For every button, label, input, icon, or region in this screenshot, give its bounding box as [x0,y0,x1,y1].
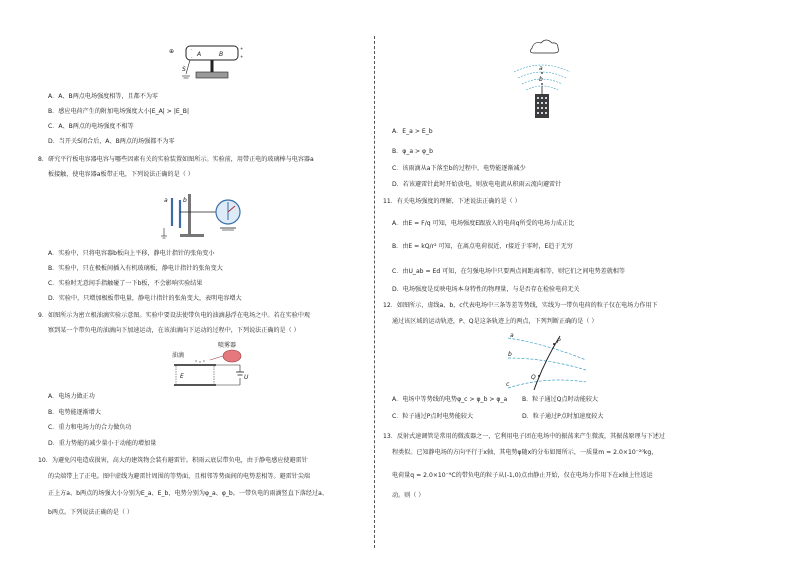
svg-text:-: - [191,55,193,60]
q10-lightning-rod-figure [510,38,574,120]
q7-option-d: D．当开关S闭合后，A、B两点的场强都不为零 [48,138,175,145]
q9-option-c: C．重力和电场力的合力做负功 [48,424,132,431]
q8-option-b: B．实验中，只在极板间插入有机玻璃板，静电计指针的张角变大 [48,265,223,272]
q9-stem-line-1: 9．如图所示为密立根油滴实验示意图。实验中要设法使带负电的油滴悬浮在电场之中。若在实验中观 [38,312,311,319]
q10-option-a: A．E_a > E_b [392,128,433,135]
q10-option-b: B．φ_a > φ_b [392,148,433,155]
q10-stem-line-4: b两点。下列说法正确的是（ ） [48,509,134,516]
q10-option-c: C．该雨滴从a下落至b的过程中，电势能逐渐减少 [392,165,526,172]
q12-line-c-label: c [506,381,510,388]
q8-stem-line-2: 板接触，使电容器a板带正电，下列说法正确的是（ ） [48,171,194,178]
q8-capacitor-electroscope-figure [158,188,250,242]
q7-option-c: C．A、B两点的电场强度不相等 [48,123,134,130]
q9-oil-drop-label: 油滴 [172,352,185,359]
q10-option-d: D．若该避雷针此时开始放电，则放电电流从积雨云流向避雷针 [392,181,562,188]
q7-switch-label: S [182,66,186,73]
q12-option-a: A．电场中等势线的电势φ_c > φ_b > φ_a [392,396,508,403]
q10-stem-line-1: 10．为避免闪电造成损害，高大的建筑物会装有避雷针。积雨云底层带负电，由于静电感应使避雷针 [38,457,308,464]
q12-line-b-label: b [508,351,512,358]
svg-text:+: + [240,54,244,59]
q11-option-c: C．由U_ab = Ed 可知，在匀强电场中只要两点间距离相等，则它们之间电势差就相等 [392,268,625,275]
q12-point-q-label: Q [531,374,536,381]
q9-voltage-label: U [244,374,249,381]
q10-stem-line-3: 正上方a、b两点的场强大小分别为E_a、E_b，电势分别为φ_a、φ_b。一带负电的雨滴竖直下落经过a、 [48,490,328,497]
q12-option-b: B．粒子通过Q点时动能较大 [522,396,599,403]
q12-stem-line-2: 通过该区域的运动轨迹，P、Q是这条轨迹上的两点，下列判断正确的是（ ） [392,318,598,325]
q8-plate-b-label: b [183,197,187,204]
q7-point-b-label: B [219,51,224,58]
q13-stem-line-3: 电荷量q = 2.0×10⁻⁹C的带负电的粒子从(-1,0)点由静止开始，仅在电场力作用下在x轴上往返运 [392,472,653,479]
q12-option-c: C．粒子通过P点时电势能较大 [392,413,474,420]
q8-option-c: C．实验时无意间手指触碰了一下b板，不会影响实验结果 [48,280,203,287]
q8-stem-line-1: 8．研究平行板电容器电容与哪些因素有关的实验装置如图所示。实验前，用带正电的玻璃棒与电容器a [38,156,314,163]
q12-stem-line-1: 12．如图所示，虚线a、b、c代表电场中三条等差等势线，实线为一带负电荷的粒子仅在电场力作用下 [383,302,658,309]
q9-millikan-oil-drop-figure [170,340,260,388]
q7-option-a: A．A、B两点电场强度相等，且都不为零 [48,93,159,100]
q7-positive-charge-symbol: ⊕ [169,48,175,55]
q10-point-a-label: a [539,65,543,72]
q7-option-b: B．感应电荷产生的附加电场强度大小|E_A| > |E_B| [48,108,190,115]
q12-point-p-label: P [557,338,561,345]
q11-stem: 11．有关电场强度的理解，下述说法正确的是（ ） [383,198,521,205]
q10-point-b-label: b [539,76,543,83]
svg-text:+: + [240,46,244,51]
q13-stem-line-2: 程类似。已知静电场的方向平行于x轴，其电势φ随x的分布如图所示，一质量m = 2.0×10⁻²⁰kg， [392,449,658,456]
q9-option-d: D．重力势能的减少量小于动能的增加量 [48,440,157,447]
q11-option-d: D．电场强度是反映电场本身特性的物理量，与是否存在检验电荷无关 [392,286,580,293]
q9-option-a: A．电场力做正功 [48,393,95,400]
q12-line-a-label: a [510,332,514,339]
q10-stem-line-2: 的尖端带上了正电。图中虚线为避雷针周围的等势面，且相邻等势面间的电势差相等。避雷针尖端 [48,473,311,480]
q11-option-b: B．由E = kQ/r² 可知，在离点电荷很近、r接近于零时，E趋于无穷 [392,243,573,250]
q11-option-a: A．由E = F/q 可知，电场强度E跟放入的电荷q所受的电场力成正比 [392,220,575,227]
q12-equipotential-trajectory-figure [486,332,592,392]
q9-field-label: E [180,373,184,380]
q12-option-d: D．粒子通过P点时加速度较大 [522,413,604,420]
q9-option-b: B．电势能逐渐增大 [48,409,101,416]
q8-plate-a-label: a [164,197,168,204]
q8-option-d: D．实验中，只增加极板带电量，静电计指针的张角变大，表明电容增大 [48,295,242,302]
column-divider [374,36,375,548]
svg-text:-: - [191,47,193,52]
q7-point-a-label: A [197,51,202,58]
q9-sprayer-label: 喷雾器 [218,342,237,349]
q7-conductor-figure [168,38,248,84]
q13-stem-line-1: 13．反射式速调管是常用的微波器之一，它利用电子团在电场中的振荡来产生微波，其振荡原理与下述过 [383,433,665,440]
q13-stem-line-4: 动。则（ ） [392,492,425,499]
q9-stem-line-2: 察到某一个带负电的油滴向下加速运动，在该油滴向下运动的过程中，下列说法正确的是（ ） [48,327,300,334]
q8-option-a: A．实验中，只将电容器b板向上平移，静电计指针的张角变小 [48,250,215,257]
